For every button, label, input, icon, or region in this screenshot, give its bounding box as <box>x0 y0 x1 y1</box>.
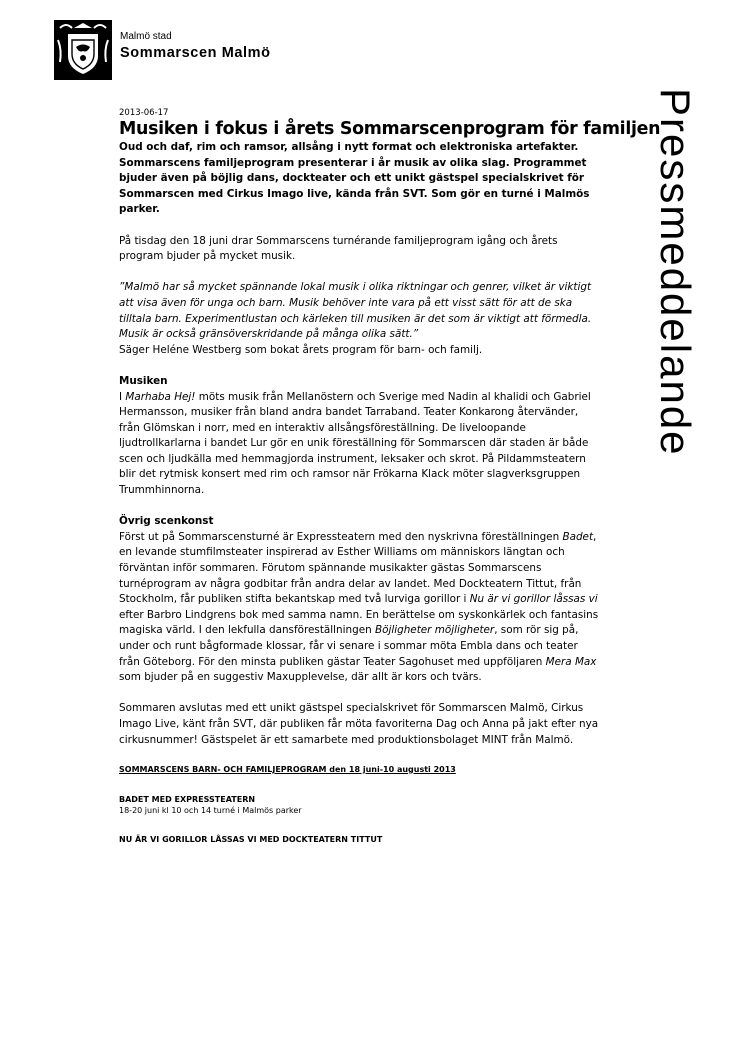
stage-text: som bjuder på en suggestiv Maxupplevelse, där allt är kors och tvärs. <box>119 671 482 684</box>
music-heading: Musiken <box>119 374 168 387</box>
program-item-detail: 18-20 juni kl 10 och 14 turné i Malmös parker <box>119 805 302 815</box>
release-date: 2013-06-17 <box>119 108 169 118</box>
quote-block <box>119 280 601 358</box>
intro-paragraph: På tisdag den 18 juni drar Sommarscens turnérande familjeprogram igång och årets program bjuder på mycket musik. <box>119 234 558 263</box>
program-item-name: NU ÄR VI GORILLOR LÅSSAS VI MED DOCKTEATERN TITTUT <box>119 834 383 844</box>
show-title: Badet <box>562 530 594 543</box>
stage-text: Först ut på Sommarscensturné är Expressteatern med den nyskrivna föreställningen <box>119 530 563 543</box>
music-show-title: Marhaba Hej! <box>125 390 196 403</box>
music-text: I <box>119 390 126 403</box>
org-name: Malmö stad <box>120 31 172 42</box>
closing-paragraph: Sommaren avslutas med ett unikt gästspel specialskrivet för Sommarscen Malmö, Cirkus Imago Live, känt från SVT, där publiken får möta favoriterna Dag och Anna på jakt efter nya cirkusnummer! Gästspelet är ett samarbete med produktionsbolaget MINT från Malmö. <box>119 702 599 746</box>
lead-paragraph: Oud och daf, rim och ramsor, allsång i nytt format och elektroniska artefakter. Sommarscens familjeprogram presenterar i år musik av olika slag. Programmet bjuder även på böjlig dans, dockteater och ett unikt gästspel specialskrivet för Sommarscen med Cirkus Imago live, kända från SVT. Som gör en turné i Malmös parker. <box>119 141 590 216</box>
program-title: SOMMARSCENS BARN- OCH FAMILJEPROGRAM den 18 juni-10 augusti 2013 <box>119 764 456 774</box>
quote-attribution: Säger Heléne Westberg som bokat årets program för barn- och familj. <box>119 343 483 356</box>
stage-heading: Övrig scenkonst <box>119 515 214 528</box>
stage-text: , som rör sig på, under och runt bågformade klossar, får vi senare i sommar möta Embla dans och teater från Göteborg. För den minsta publiken gästar Teater Sagohuset med uppföljaren <box>119 624 579 668</box>
show-title: Böjligheter möjligheter <box>374 624 495 637</box>
stage-text: , en levande stumfilmsteater inspirerad av Esther Williams om människors längtan och förväntan inför sommaren. Förutom spännande musikakter gästas Sommarscens turnéprogram av några godbitar från andra delar av landet. Med Dockteatern Tittut, från Stockholm, får publiken stifta bekantskap med två lurviga gorillor i <box>119 530 597 606</box>
page-title: Musiken i fokus i årets Sommarscenprogram för familjen <box>119 119 661 139</box>
brand-name: Sommarscen Malmö <box>120 45 271 61</box>
quote-text: ”Malmö har så mycket spännande lokal musik i olika riktningar och genrer, vilket är viktigt att visa även för unga och barn. Musik behöver inte vara på ett visst sätt för att de ska tilltala barn. Experimentlustan och kärleken till musiken är det som är viktigt att förmedla. Musik är också gränsöverskridande på många olika sätt.” <box>119 281 592 341</box>
show-title: Mera Max <box>545 655 597 668</box>
stage-section <box>119 514 601 686</box>
side-title: Pressmeddelande <box>652 88 699 457</box>
program-item-name: BADET MED EXPRESSTEATERN <box>119 794 256 804</box>
press-release-body <box>119 107 661 845</box>
show-title: Nu är vi gorillor låssas vi <box>469 593 598 606</box>
stage-text: efter Barbro Lindgrens bok med samma namn. En berättelse om syskonkärlek och fantasins magiska värld. I den lekfulla dansföreställningen <box>119 608 599 637</box>
music-text: möts musik från Mellanöstern och Sverige med Nadin al khalidi och Gabriel Hermansson, musiker från bland andra bandet Tarraband. Teater Konkarong återvänder, från Glömskan i norr, med en interaktiv allsångsföreställning. De liveloopande ljudtrollkarlarna i bandet Lur gör en unik föreställning för Sommarscen där staden är både scen och ljudkälla med hemmagjorda instrument, leksaker och skrot. På Pildammsteatern blir det rytmisk konsert med rim och ramsor när Frökarna Klack möter slagverksgruppen Trummhinnorna. <box>119 390 591 497</box>
music-section <box>119 374 601 499</box>
malmo-coat-of-arms-logo <box>54 20 112 80</box>
